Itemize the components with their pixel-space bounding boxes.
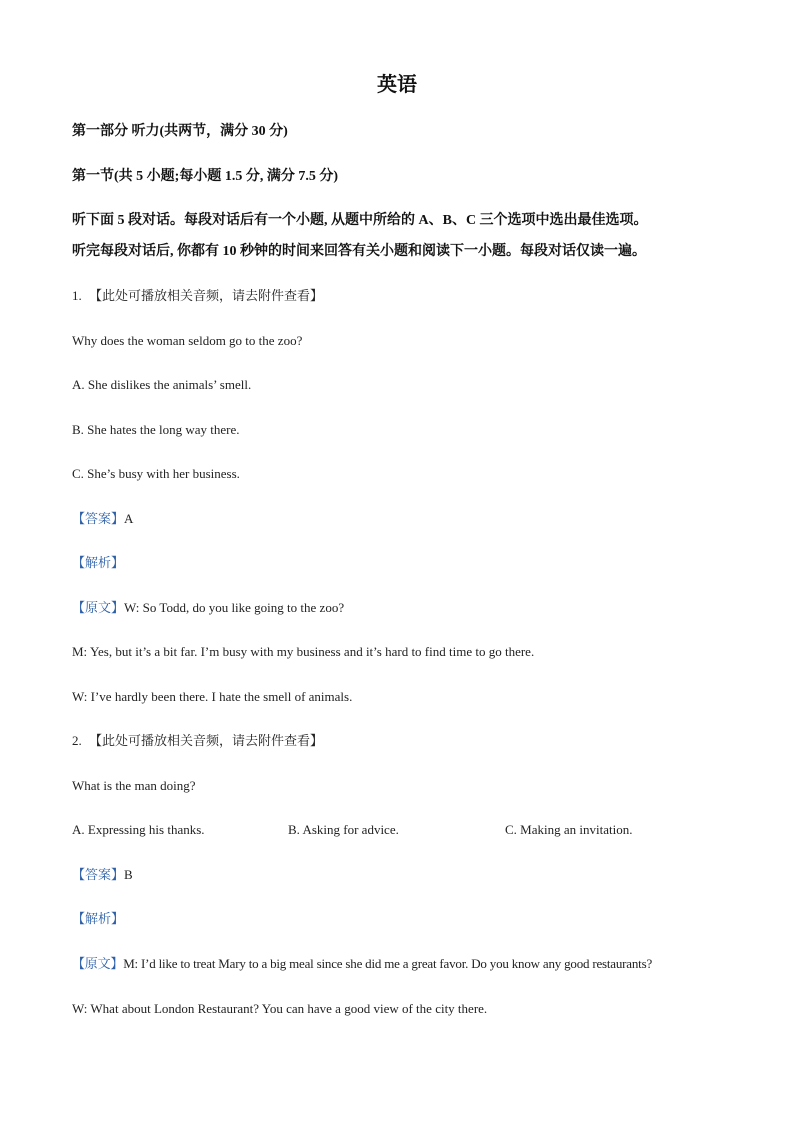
q2-option-a: A. Expressing his thanks. [72, 822, 205, 837]
q1-script-text-1: W: So Todd, do you like going to the zoo? [124, 600, 345, 615]
q2-answer [72, 865, 133, 885]
q2-answer-label: 【答案】 [72, 867, 125, 882]
q2-number: 2. [72, 733, 82, 748]
q2-option-b: B. Asking for advice. [288, 822, 399, 837]
q2-audio-link[interactable]: 【此处可播放相关音频，请去附件查看】 [89, 733, 324, 748]
q1-analysis-label: 【解析】 [72, 555, 125, 570]
section-heading: 第一节(共 5 小题;每小题 1.5 分, 满分 7.5 分) [72, 169, 338, 184]
q1-script-line-1 [72, 598, 344, 618]
q1-answer-value: A [124, 511, 134, 526]
q1-number: 1. [72, 288, 82, 303]
q2-question: What is the man doing? [72, 778, 196, 793]
q2-script-line-1 [72, 954, 652, 974]
q2-answer-value: B [124, 867, 133, 882]
q2-option-c: C. Making an invitation. [505, 822, 633, 837]
q1-answer [72, 509, 133, 529]
instruction-line-1: 听下面 5 段对话。每段对话后有一个小题, 从题中所给的 A、B、C 三个选项中选出最佳选项。 [72, 213, 648, 228]
q1-option-b: B. She hates the long way there. [72, 422, 240, 437]
q1-original-label: 【原文】 [72, 600, 125, 615]
q1-option-a: A. She dislikes the animals’ smell. [72, 377, 252, 392]
q1-question: Why does the woman seldom go to the zoo? [72, 333, 303, 348]
instruction-line-2: 听完每段对话后, 你都有 10 秒钟的时间来回答有关小题和阅读下一小题。每段对话仅读一遍。 [72, 244, 646, 259]
q1-answer-label: 【答案】 [72, 511, 125, 526]
q1-audio-link[interactable]: 【此处可播放相关音频，请去附件查看】 [89, 288, 324, 303]
q1-header [72, 286, 323, 306]
q2-analysis-label: 【解析】 [72, 911, 125, 926]
q2-script-line-2: W: What about London Restaurant? You can have a good view of the city there. [72, 1001, 488, 1016]
page-title: 英语 [377, 74, 417, 96]
q2-original-label: 【原文】 [72, 956, 124, 971]
part-heading: 第一部分 听力(共两节，满分 30 分) [72, 124, 288, 139]
q2-header [72, 731, 323, 751]
q2-script-text-1: M: I’d like to treat Mary to a big meal since she did me a great favor. Do you know any good restaurants? [123, 956, 653, 971]
q1-option-c: C. She’s busy with her business. [72, 466, 240, 481]
q1-script-line-2: M: Yes, but it’s a bit far. I’m busy with my business and it’s hard to find time to go there. [72, 644, 535, 659]
q1-script-line-3: W: I’ve hardly been there. I hate the smell of animals. [72, 689, 353, 704]
